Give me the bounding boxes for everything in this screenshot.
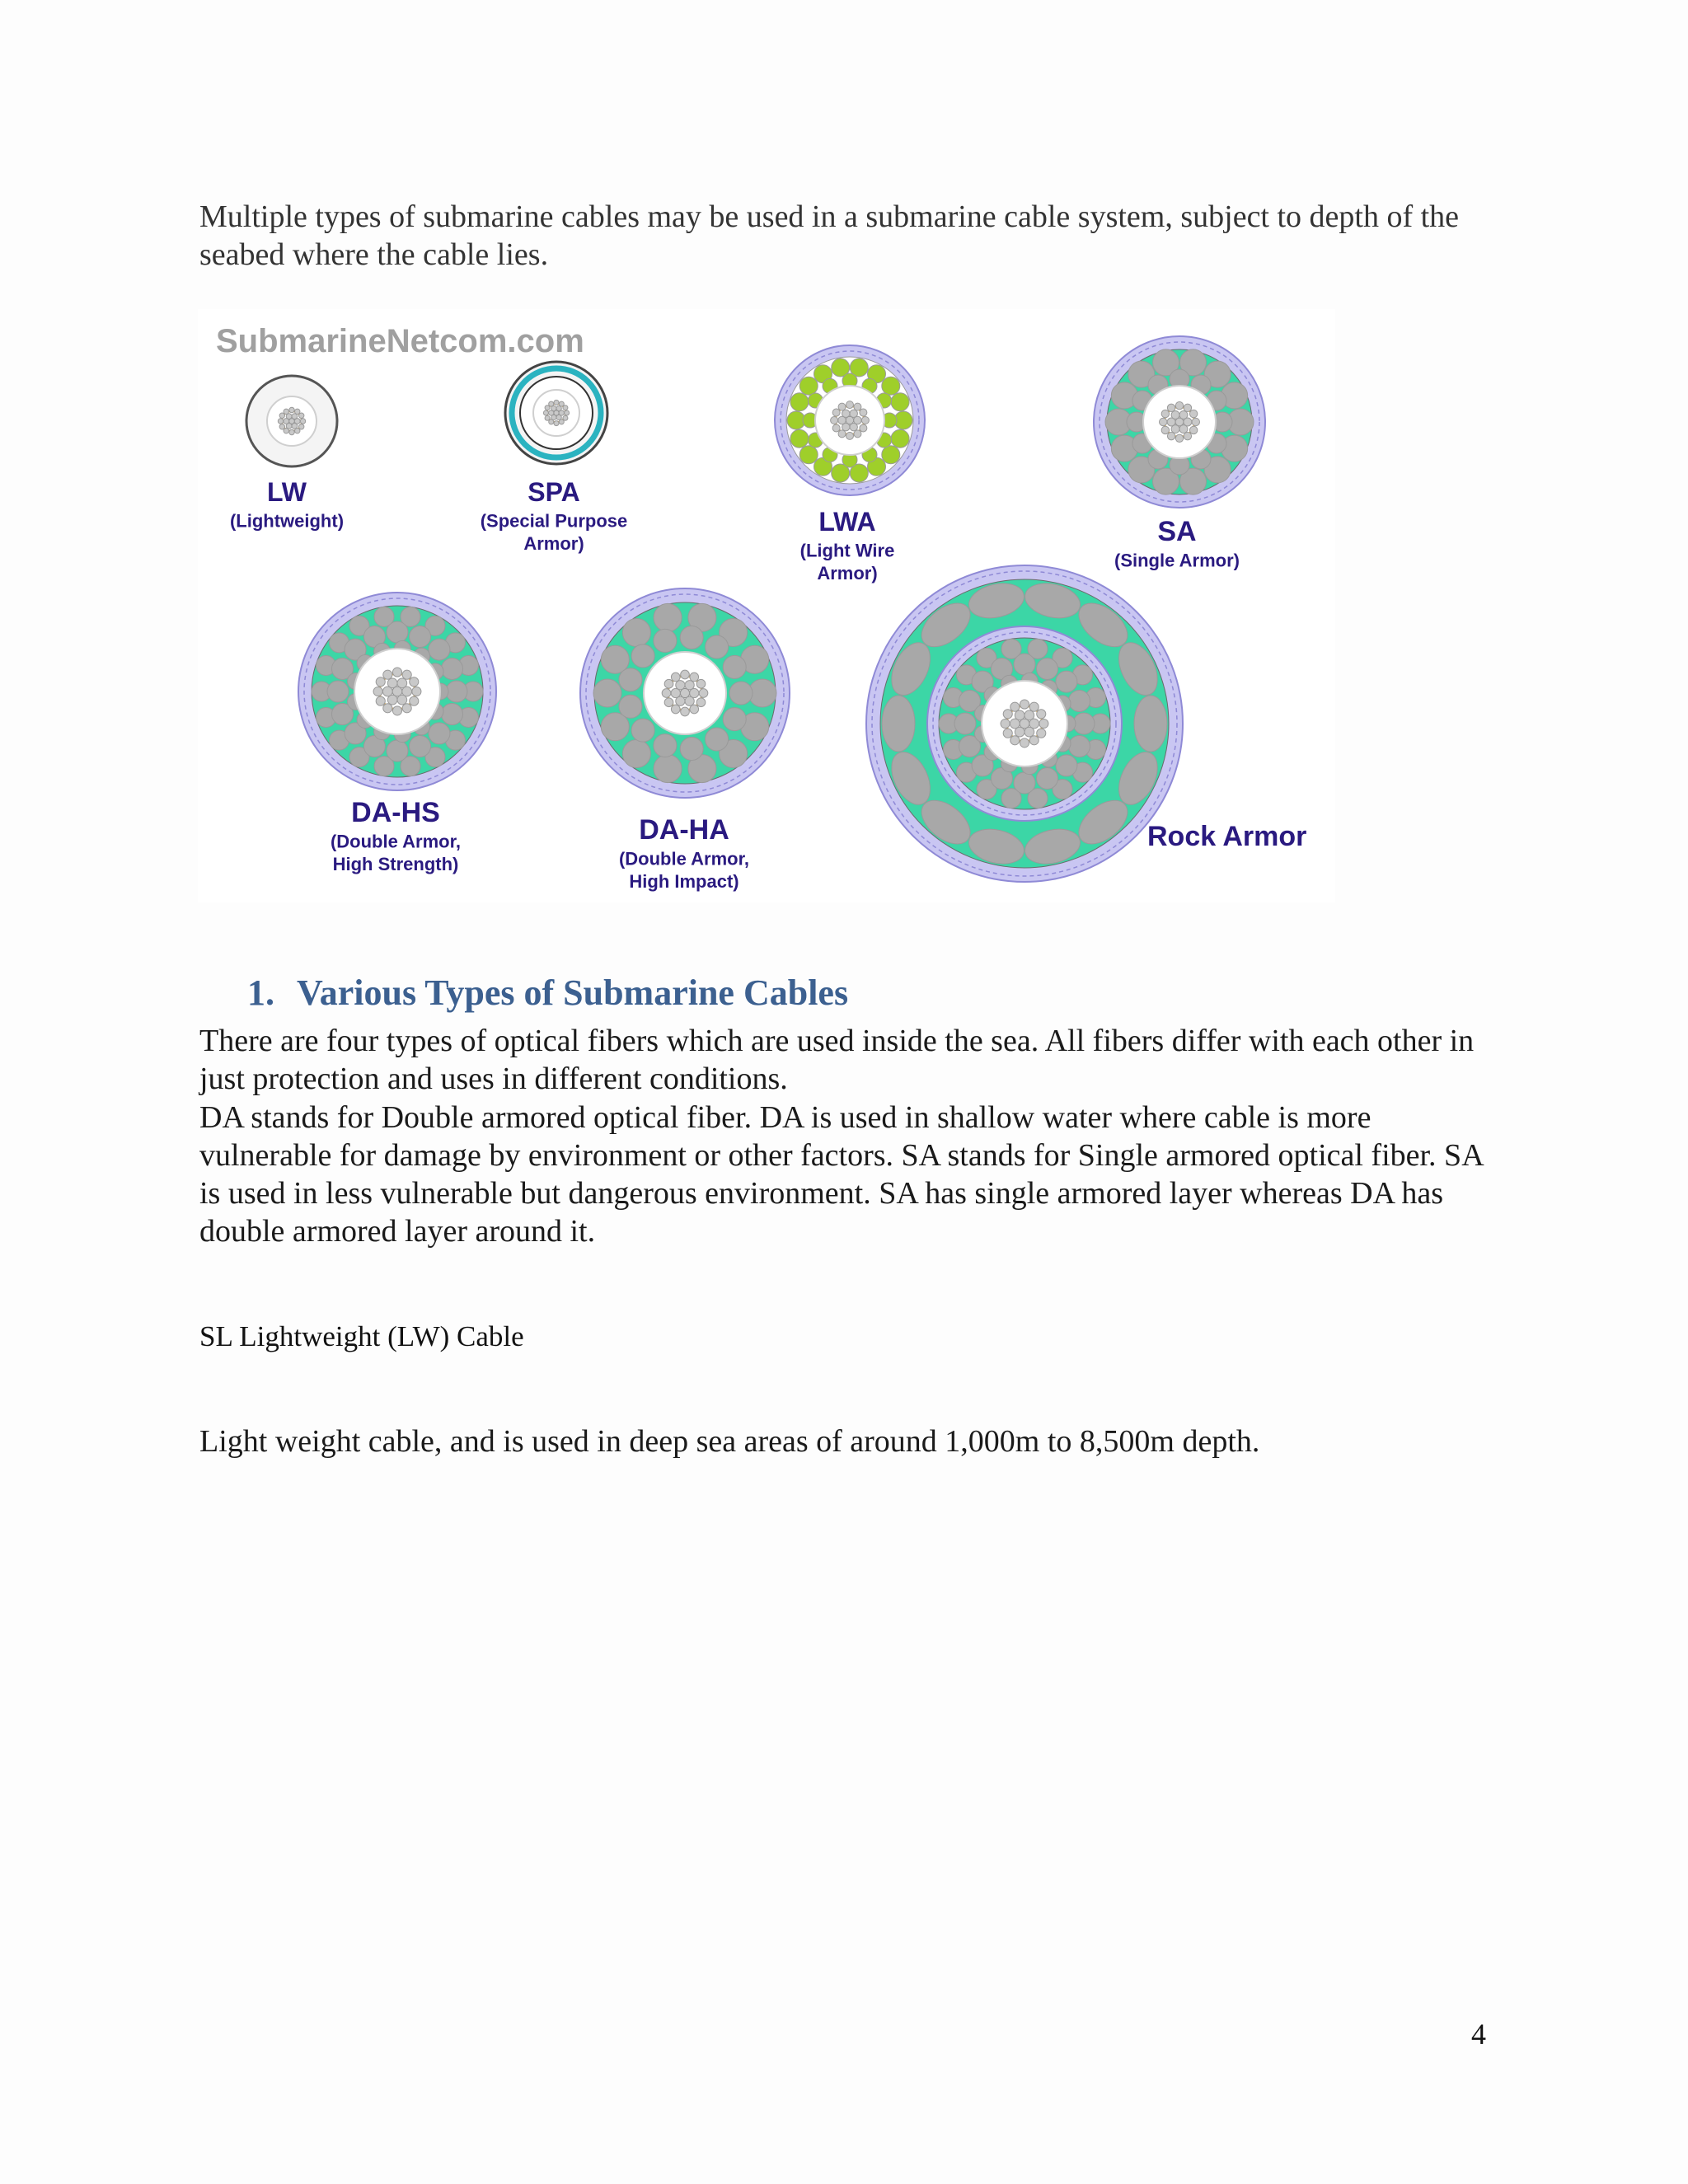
cable-desc-label: (Double Armor, [330,831,462,852]
cable-desc-label: (Double Armor, [618,848,750,869]
body-paragraph-1: There are four types of optical fibers which are used inside the sea. All fibers differ with each other in just protection and uses in different conditions. [199,1024,1475,1096]
cable-spa-section [481,362,628,554]
cable-lwa-section [775,345,925,583]
intro-paragraph: Multiple types of submarine cables may be used in a submarine cable system, subject to depth of the seabed where the cable lies. [199,199,1460,272]
body-paragraph-3: Light weight cable, and is used in deep sea areas of around 1,000m to 8,500m depth. [199,1424,1260,1459]
figure-watermark: SubmarineNetcom.com [216,323,584,359]
cable-subheading: SL Lightweight (LW) Cable [199,1320,524,1352]
cable-code-label: Rock Armor [1147,821,1307,852]
cable-code-label: DA-HA [639,814,729,846]
cable-lw-section [230,376,344,532]
cable-sa-section [1094,336,1265,571]
cable-cross-sections-diagram [198,309,1335,902]
cable-desc-label: (Special Purpose [480,510,628,532]
cable-desc-label: Armor) [523,533,584,554]
section-number: 1. [247,972,274,1013]
cable-code-label: DA-HS [351,797,440,828]
cable-code-label: LW [267,477,307,507]
cable-code-label: SA [1157,516,1197,547]
page-number: 4 [1471,2018,1486,2050]
cable-desc-label: High Impact) [629,871,739,892]
cable-code-label: SPA [528,477,580,507]
cable-desc-label: High Strength) [332,854,459,874]
cable-desc-label: Armor) [817,563,878,583]
section-heading [247,971,848,1015]
cable-rock-armor-section [866,565,1306,882]
cable-code-label: LWA [818,507,876,537]
cable-desc-label: (Single Armor) [1114,550,1240,571]
section-title: Various Types of Submarine Cables [297,972,849,1013]
body-paragraph-2: DA stands for Double armored optical fiber. DA is used in shallow water where cable is more vulnerable for damage by environment or other factors. SA stands for Single armored optical fiber. SA is used in less vulnerable but dangerous environment. SA has single armored layer whereas DA has double armored layer around it. [199,1100,1483,1249]
cable-desc-label: (Lightweight) [229,510,345,532]
cable-desc-label: (Light Wire [799,540,895,561]
cable-da-ha-section [580,588,790,892]
cable-da-hs-section [298,593,496,874]
cable-types-figure [198,309,1335,902]
